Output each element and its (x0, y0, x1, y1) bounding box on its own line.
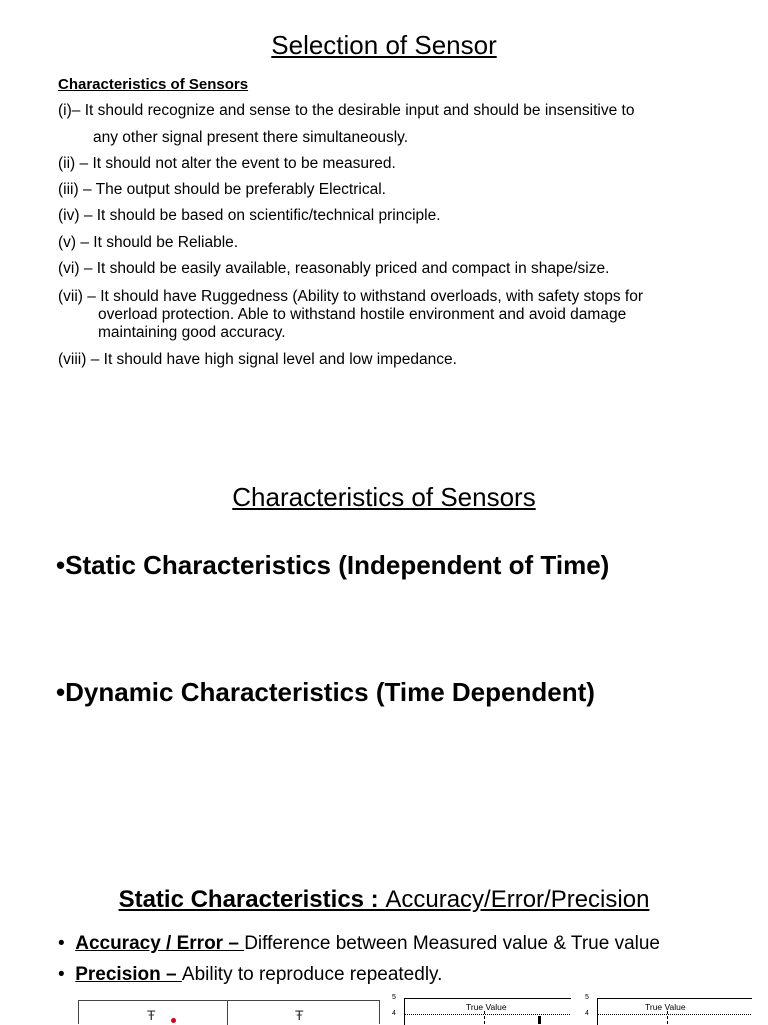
list-item: (ii) – It should not alter the event to be measured. (58, 155, 396, 172)
slide3-title (0, 886, 768, 914)
true-value-marker (484, 1011, 486, 1024)
list-item: (vi) – It should be easily available, reasonably priced and compact in shape/size. (58, 260, 610, 277)
bullet-text: Dynamic Characteristics (Time Dependent) (65, 677, 595, 707)
accuracy-term: Accuracy / Error – (75, 933, 245, 954)
dynamic-characteristics-bullet (56, 677, 595, 708)
bullet-icon: • (56, 677, 66, 707)
figure-divider (227, 1001, 228, 1025)
slide3-title-bold: Static Characteristics : (118, 886, 386, 913)
list-item: (viii) – It should have high signal level and low impedance. (58, 351, 457, 368)
axis-tick-label: 5 (585, 994, 589, 1001)
error-bar-icon: Ŧ (147, 1007, 156, 1023)
bullet-icon: • (56, 550, 66, 580)
measurement-bar (538, 1016, 541, 1024)
true-value-line (404, 1014, 570, 1015)
true-value-line (597, 1014, 751, 1015)
true-value-plot-1 (392, 994, 572, 1024)
precision-definition: Ability to reproduce repeatedly. (181, 964, 443, 985)
list-item: any other signal present there simultaneously. (93, 129, 409, 146)
axis-tick-label: 4 (392, 1010, 396, 1017)
accuracy-bullet (58, 933, 660, 955)
list-item: (iv) – It should be based on scientific/technical principle. (58, 207, 441, 224)
slide1-subheading: Characteristics of Sensors (58, 76, 249, 93)
accuracy-definition: Difference between Measured value & True value (244, 933, 660, 954)
precision-target-figure (78, 1000, 380, 1024)
axis-tick-label: 5 (392, 994, 396, 1001)
list-item: (v) – It should be Reliable. (58, 234, 239, 251)
data-point-icon (171, 1018, 176, 1023)
error-bar-icon: Ŧ (295, 1007, 304, 1023)
precision-bullet (58, 964, 442, 986)
axis-tick-label: 4 (585, 1010, 589, 1017)
bullet-text: Static Characteristics (Independent of Time) (65, 550, 610, 580)
slide2-title: Characteristics of Sensors (232, 482, 536, 512)
true-value-marker (667, 1011, 669, 1024)
list-item: overload protection. Able to withstand hostile environment and avoid damage (98, 306, 627, 323)
bullet-icon: • (58, 964, 65, 985)
list-item: (iii) – The output should be preferably Electrical. (58, 181, 386, 198)
static-characteristics-bullet (56, 550, 609, 581)
slide1-title: Selection of Sensor (271, 30, 497, 60)
list-item: (vii) – It should have Ruggedness (Ability to withstand overloads, with safety stops for (58, 288, 643, 305)
true-value-label: True Value (645, 1002, 686, 1012)
bullet-icon: • (58, 933, 65, 954)
true-value-plot-2 (585, 994, 755, 1024)
true-value-label: True Value (466, 1002, 507, 1012)
slide3-title-rest: Accuracy/Error/Precision (385, 886, 650, 913)
precision-term: Precision – (75, 964, 182, 985)
list-item: maintaining good accuracy. (98, 324, 286, 341)
list-item: (i)– It should recognize and sense to the desirable input and should be insensitive to (58, 102, 635, 119)
